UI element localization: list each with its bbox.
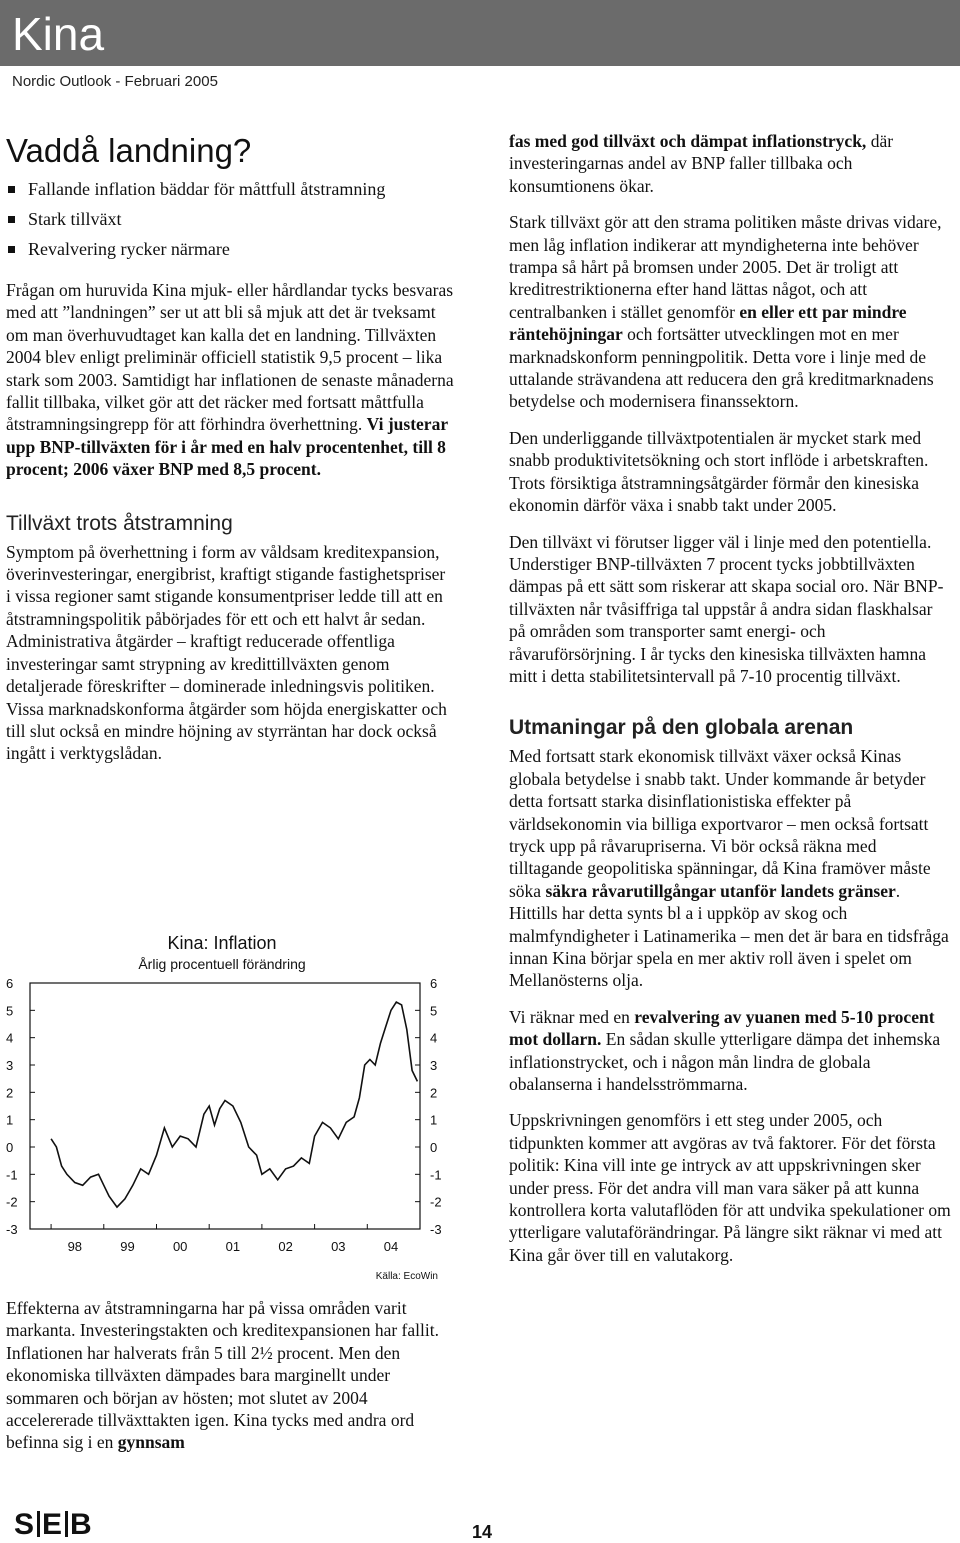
x-tick-label: 01 xyxy=(225,1239,241,1254)
intro-bold-text: Vi justerar upp BNP-tillväxten för i år med en halv procentenhet, till 8 procent; 2006 växer BNP med 8,5 procent. xyxy=(6,414,448,480)
intro-paragraph xyxy=(6,279,454,481)
y-tick-label-right: 4 xyxy=(430,1030,438,1046)
forecast-paragraph: Den tillväxt vi förutser ligger väl i linje med den potentiella. Understiger BNP-tillväxten 7 procent tycks jobbtillväxten dämpas på ett sätt som riskerar att skapa social oro. När BNP-tillväxten når tvåsiffriga tal uppstår å andra sidan flaskhalsar på områden som transporter samt energi- och råvaruförsörjning. I år tycks den kinesiska tillväxten hamna mitt i detta stabilitetsintervall på 7-10 procentig tillväxt. xyxy=(509,531,944,686)
y-tick-label-right: 3 xyxy=(430,1058,438,1073)
x-tick-label: 03 xyxy=(331,1239,346,1254)
y-tick-label-right: 6 xyxy=(430,976,438,991)
y-tick-label-right: -1 xyxy=(430,1167,442,1183)
growth-paragraph: Symptom på överhettning i form av våldsam kreditexpansion, överinvesteringar, energibrist, kraftigt stigande fastighetspriser i vissa regioner samt stigande konsumentpriser ledde till att en åtstramningspolitik påbörjades för ett och ett halvt år sedan. Administrativa åtgärder – kraftigt reducerade offentliga investeringar samt strypning av kredittillväxten genom detaljerade föreskrifter – dominerade inledningsvis politiken. Vissa marknadskonforma åtgärder som höjda energiskatter och till slut också en mindre höjning av styrräntan har dock också ingått i verktygslådan. xyxy=(6,541,447,764)
effects-paragraph xyxy=(6,1297,456,1454)
x-tick-label: 04 xyxy=(383,1239,399,1254)
currency-paragraph: Uppskrivningen genomförs i ett steg under 2005, och tidpunkten kommer att avgöras av två faktorer. För det första politik: Kina vill inte ge intryck av att uppskrivningen sker under press. För det andra vill man vara säker på att kunna kontrollera korta valutaflöden för att undvika spekulationer om ytterligare valutaförändringar. På längre sikt räknar vi med att Kina går över till en valutakorg. xyxy=(509,1110,951,1265)
axis-ticks xyxy=(30,983,420,1229)
publication-subtitle: Nordic Outlook - Februari 2005 xyxy=(12,73,218,90)
effects-bold-text: gynnsam xyxy=(117,1432,185,1453)
bullet-item xyxy=(6,178,454,201)
left-bottom-text xyxy=(6,1297,456,1454)
section-heading-growth: Tillväxt trots åtstramning xyxy=(6,511,233,535)
y-tick-label-left: 4 xyxy=(6,1030,14,1046)
global-bold-text: säkra råvarutillgångar utanför landets gränser xyxy=(545,880,896,901)
logo-letter-s: S xyxy=(14,1508,36,1541)
bullet-square-icon xyxy=(8,186,15,193)
chart-svg xyxy=(0,925,460,1285)
plot-frame xyxy=(30,983,420,1229)
chart-title: Kina: Inflation xyxy=(167,933,277,953)
policy-text-b: och fortsätter utvecklingen mot en mer marknadskonform penningpolitik. Detta vore i linje med de uttalande strävandena att reducera den grå kreditmarknadens betydelse och modernisera finanssektorn. xyxy=(509,324,934,412)
y-tick-label-left: 3 xyxy=(6,1058,14,1073)
y-tick-label-right: 0 xyxy=(430,1140,438,1155)
y-tick-label-left: 5 xyxy=(6,1003,14,1019)
y-tick-label-right: -3 xyxy=(430,1222,442,1237)
x-tick-label: 02 xyxy=(278,1239,293,1254)
logo-bar xyxy=(65,1511,68,1537)
y-tick-label-right: 5 xyxy=(430,1003,438,1019)
global-paragraph xyxy=(509,745,953,991)
phase-paragraph xyxy=(509,130,953,197)
main-heading: Vaddå landning? xyxy=(6,132,252,169)
global-text-a: Med fortsatt stark ekonomisk tillväxt växer också Kinas globala betydelse i snabb takt. Under kommande år betyder detta fortsatt starka disinflationistiska effekter på världsekonomin via billiga exportvaror – men också fortsatt tryck upp på råvarupriserna. Vi bör också räkna med tilltagande geopolitiska spänningar, då Kina framöver måste söka xyxy=(509,746,931,901)
bullet-square-icon xyxy=(8,246,15,253)
revaluation-paragraph xyxy=(509,1006,953,1096)
chart-source: Källa: EcoWin xyxy=(375,1271,438,1282)
y-tick-label-left: 2 xyxy=(6,1085,14,1101)
bullet-text: Revalvering rycker närmare xyxy=(28,239,230,259)
phase-bold-text: fas med god tillväxt och dämpat inflationstryck, xyxy=(509,131,867,151)
y-tick-label-right: 1 xyxy=(430,1112,438,1128)
global-text-b: . Hittills har detta synts bl a i uppköp av skog och malmfyndigheter i Latinamerika – men det är bara en tidsfråga innan Kina börjar spela en mer aktiv roll även i spelet om Mellanösterns olja. xyxy=(509,880,949,991)
revaluation-text-a: Vi räknar med en xyxy=(509,1006,630,1027)
page-title: Kina xyxy=(12,8,105,60)
effects-text: Effekterna av åtstramningarna har på vissa områden varit markanta. Investeringstakten och kreditexpansionen har fallit. Inflationen har halverats från 5 till 2½ procent. Men den ekonomiska tillväxten dämpades bara marginellt under sommaren och början av hösten; mot slutet av 2004 accelererade tillväxttakten igen. Kina tycks med andra ord befinna sig i en xyxy=(6,1298,439,1453)
bullet-square-icon xyxy=(8,216,15,223)
revaluation-bold-text: revalvering av yuanen med 5-10 procent mot dollarn. xyxy=(509,1006,935,1050)
inflation-series-line xyxy=(51,1002,417,1207)
potential-paragraph: Den underliggande tillväxtpotentialen är mycket stark med snabb produktivitetsökning och stort inflöde i arbetskraften. Trots försiktiga åtstramningsåtgärder förmår den kinesiska ekonomin därför växa i snabb takt under 2005. xyxy=(509,427,929,516)
x-tick-label: 00 xyxy=(172,1239,188,1254)
y-tick-label-left: 6 xyxy=(6,976,14,991)
revaluation-text-b: En sådan skulle ytterligare dämpa det inhemska inflationstrycket, och i någon mån lindra de globala obalanserna i handelsströmmarna. xyxy=(509,1029,941,1095)
seb-logo xyxy=(14,1508,93,1542)
y-tick-label-left: -1 xyxy=(6,1167,18,1183)
y-axis-right xyxy=(430,976,442,1237)
page-number: 14 xyxy=(472,1522,493,1542)
chart-subtitle: Årlig procentuell förändring xyxy=(138,956,306,972)
y-tick-label-left: -3 xyxy=(6,1222,18,1237)
phase-text: där investeringarnas andel av BNP faller tillbaka och konsumtionens ökar. xyxy=(509,131,894,196)
summary-bullets xyxy=(6,178,454,261)
inflation-chart xyxy=(0,925,460,1285)
policy-text-a: Stark tillväxt gör att den strama politiken måste drivas vidare, men låg inflation indikerar att myndigheterna inte behöver trampa så hårt på bromsen under 2005. Det är troligt att kreditrestriktionerna efter hand lättas något, och att centralbanken i stället genomför xyxy=(509,212,942,322)
x-tick-label: 99 xyxy=(120,1239,135,1254)
y-tick-label-left: 1 xyxy=(6,1112,14,1128)
bullet-item xyxy=(6,238,454,261)
section-heading-global: Utmaningar på den globala arenan xyxy=(509,716,854,740)
bullet-text: Fallande inflation bäddar för måttfull åtstramning xyxy=(28,179,386,199)
intro-text: Frågan om huruvida Kina mjuk- eller hårdlandar tycks besvaras med att ”landningen” ser ut att bli så mjuk att det är tveksamt om man överhuvudtaget kan kalla det en landning. Tillväxten 2004 blev enligt preliminär officiell statistik 9,5 procent – lika stark som 2003. Samtidigt har inflationen de senaste månaderna fallit tillbaka, vilket gör att det räcker med fortsatt måttfulla åtstramningsingrepp för att förhindra överhettning. xyxy=(6,280,454,435)
logo-letter-b: B xyxy=(70,1508,93,1541)
title-bar xyxy=(0,0,960,66)
y-tick-label-right: 2 xyxy=(430,1085,438,1101)
policy-bold-text: en eller ett par mindre räntehöjningar xyxy=(509,301,907,345)
x-axis xyxy=(68,1239,399,1254)
policy-paragraph xyxy=(509,211,953,413)
logo-bar xyxy=(37,1511,40,1537)
y-axis-left xyxy=(6,976,18,1237)
bullet-text: Stark tillväxt xyxy=(28,209,122,229)
bullet-item xyxy=(6,208,454,231)
left-column xyxy=(6,130,454,765)
y-tick-label-left: 0 xyxy=(6,1140,14,1155)
x-tick-label: 98 xyxy=(67,1239,83,1254)
right-column xyxy=(509,130,953,1266)
y-tick-label-right: -2 xyxy=(430,1194,442,1210)
logo-letter-e: E xyxy=(42,1508,64,1541)
y-tick-label-left: -2 xyxy=(6,1194,18,1210)
